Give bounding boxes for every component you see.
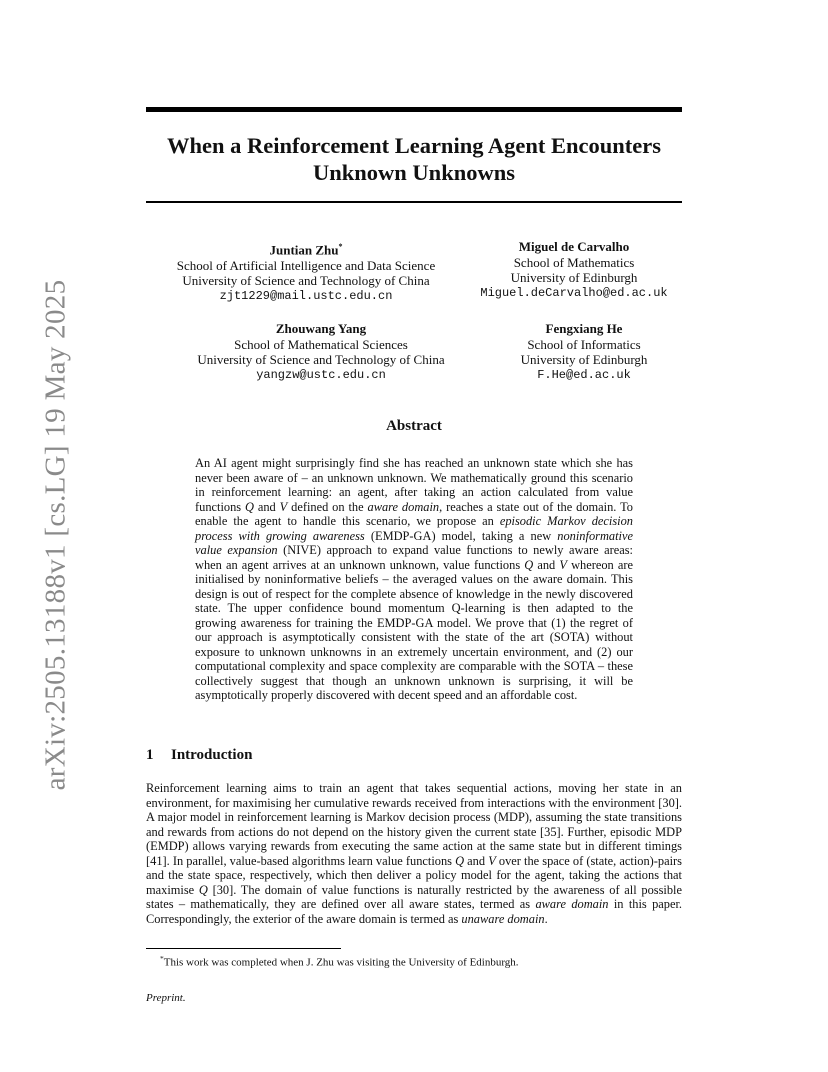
author-email: Miguel.deCarvalho@ed.ac.uk [480, 285, 668, 300]
footnote-mark: * [160, 954, 164, 963]
author-institution: University of Edinburgh [510, 270, 638, 285]
author-affiliation: School of Artificial Intelligence and Data Science [176, 257, 436, 273]
emphasis: aware domain [535, 897, 609, 911]
footnote-rule [146, 948, 341, 949]
author-email: F.He@ed.ac.uk [537, 367, 631, 382]
emphasis: noninformative value expansion [195, 528, 633, 557]
introduction-text: Reinforcement learning aims to train an agent that takes sequential actions, moving her state in an environment, for maximising her cumulative rewards received from interactions with the environment [30]. A major model in reinforcement learning is Markov decision process (MDP), assuming the state transitions and rewards from actions do not depend on the history given the current state [35]. Further, episodic MDP (EMDP) allows varying rewards from executing the same action at the same state but in different timings [41]. In parallel, value-based algorithms learn value functions Q and V over the space of (state, action)-pairs and the state space, respectively, which then deliver a policy model for the agent, taking the actions that maximise Q [30]. The domain of value functions is naturally restricted by the awareness of all possible states – mathematically, they are defined over all aware states, termed as aware domain in this paper. Correspondingly, the exterior of the aware domain is termed as unaware domain. [146, 781, 683, 926]
emphasis: aware domain [367, 499, 440, 514]
abstract-text: An AI agent might surprisingly find she has reached an unknown state which she has never been aware of – an unknown unknown. We mathematically ground this scenario in reinforcement learning: an agent, after taking an action calculated from value functions Q and V defined on the aware domain, reaches a state out of the domain. To enable the agent to handle this scenario, we propose an episodic Markov decision process with growing awareness (EMDP-GA) model, taking a new noninformative value expansion (NIVE) approach to expand value functions to newly aware areas: when an agent arrives at an unknown unknown, value functions Q and V whereon are initialised by noninformative beliefs – the averaged values on the aware domain. This design is out of respect for the complete absence of knowledge in the newly discovered state. The upper confidence bound momentum Q-learning is then adapted to the growing awareness for training the EMDP-GA model. We prove that (1) the regret of our approach is asymptotically consistent with the state of the art (SOTA) without exposure to unknown unknowns in an extremely uncertain environment, and (2) our computational complexity and space complexity are comparable with the SOTA – these collectively suggest that though an unknown unknown is surprising, it will be asymptotically properly discovered with decent speed and an affordable cost. [195, 456, 633, 702]
author-email: yangzw@ustc.edu.cn [256, 367, 386, 382]
author-email: zjt1229@mail.ustc.edu.cn [219, 288, 393, 303]
author-name: Zhouwang Yang [275, 321, 367, 336]
math-symbol: Q [245, 499, 254, 514]
arxiv-side-stamp: arXiv:2505.13188v1 [cs.LG] 19 May 2025 [39, 279, 72, 791]
author-footnote-mark: * [338, 242, 343, 251]
author-affiliation: School of Mathematical Sciences [234, 336, 408, 352]
math-symbol: V [279, 499, 288, 514]
author-name: Fengxiang He [545, 321, 623, 336]
emphasis: episodic Markov decision process with growing awareness [195, 514, 633, 543]
math-symbol: Q [198, 882, 208, 897]
author-name: Juntian Zhu* [269, 242, 343, 258]
author-affiliation: School of Mathematics [513, 254, 635, 270]
title-bottom-rule [146, 201, 682, 203]
math-symbol: V [488, 853, 496, 868]
section-heading-introduction [146, 747, 252, 764]
author-institution: University of Science and Technology of China [197, 352, 445, 367]
math-symbol: Q [455, 853, 465, 868]
author-institution: University of Edinburgh [520, 352, 648, 367]
author-block-2 [466, 239, 682, 301]
emphasis: unaware domain [461, 911, 545, 926]
math-symbol: V [559, 557, 567, 572]
paper-title-line-1: When a Reinforcement Learning Agent Encounters [167, 133, 661, 158]
section-title: Introduction [171, 747, 253, 763]
author-name: Miguel de Carvalho [518, 239, 630, 254]
author-affiliation: School of Informatics [527, 336, 641, 352]
author-institution: University of Science and Technology of China [182, 273, 430, 289]
author-block-4 [466, 321, 702, 383]
title-top-rule [146, 107, 682, 112]
preprint-label: Preprint. [146, 992, 186, 1004]
paper-title [146, 132, 682, 186]
math-symbol: Q [524, 557, 534, 572]
footnote-text: This work was completed when J. Zhu was visiting the University of Edinburgh. [163, 956, 519, 969]
section-number: 1 [146, 747, 154, 763]
footnote [160, 952, 519, 970]
author-block-3 [146, 321, 496, 383]
author-block-1 [146, 239, 466, 304]
paper-title-line-2: Unknown Unknowns [313, 160, 515, 185]
abstract-heading: Abstract [386, 418, 442, 434]
